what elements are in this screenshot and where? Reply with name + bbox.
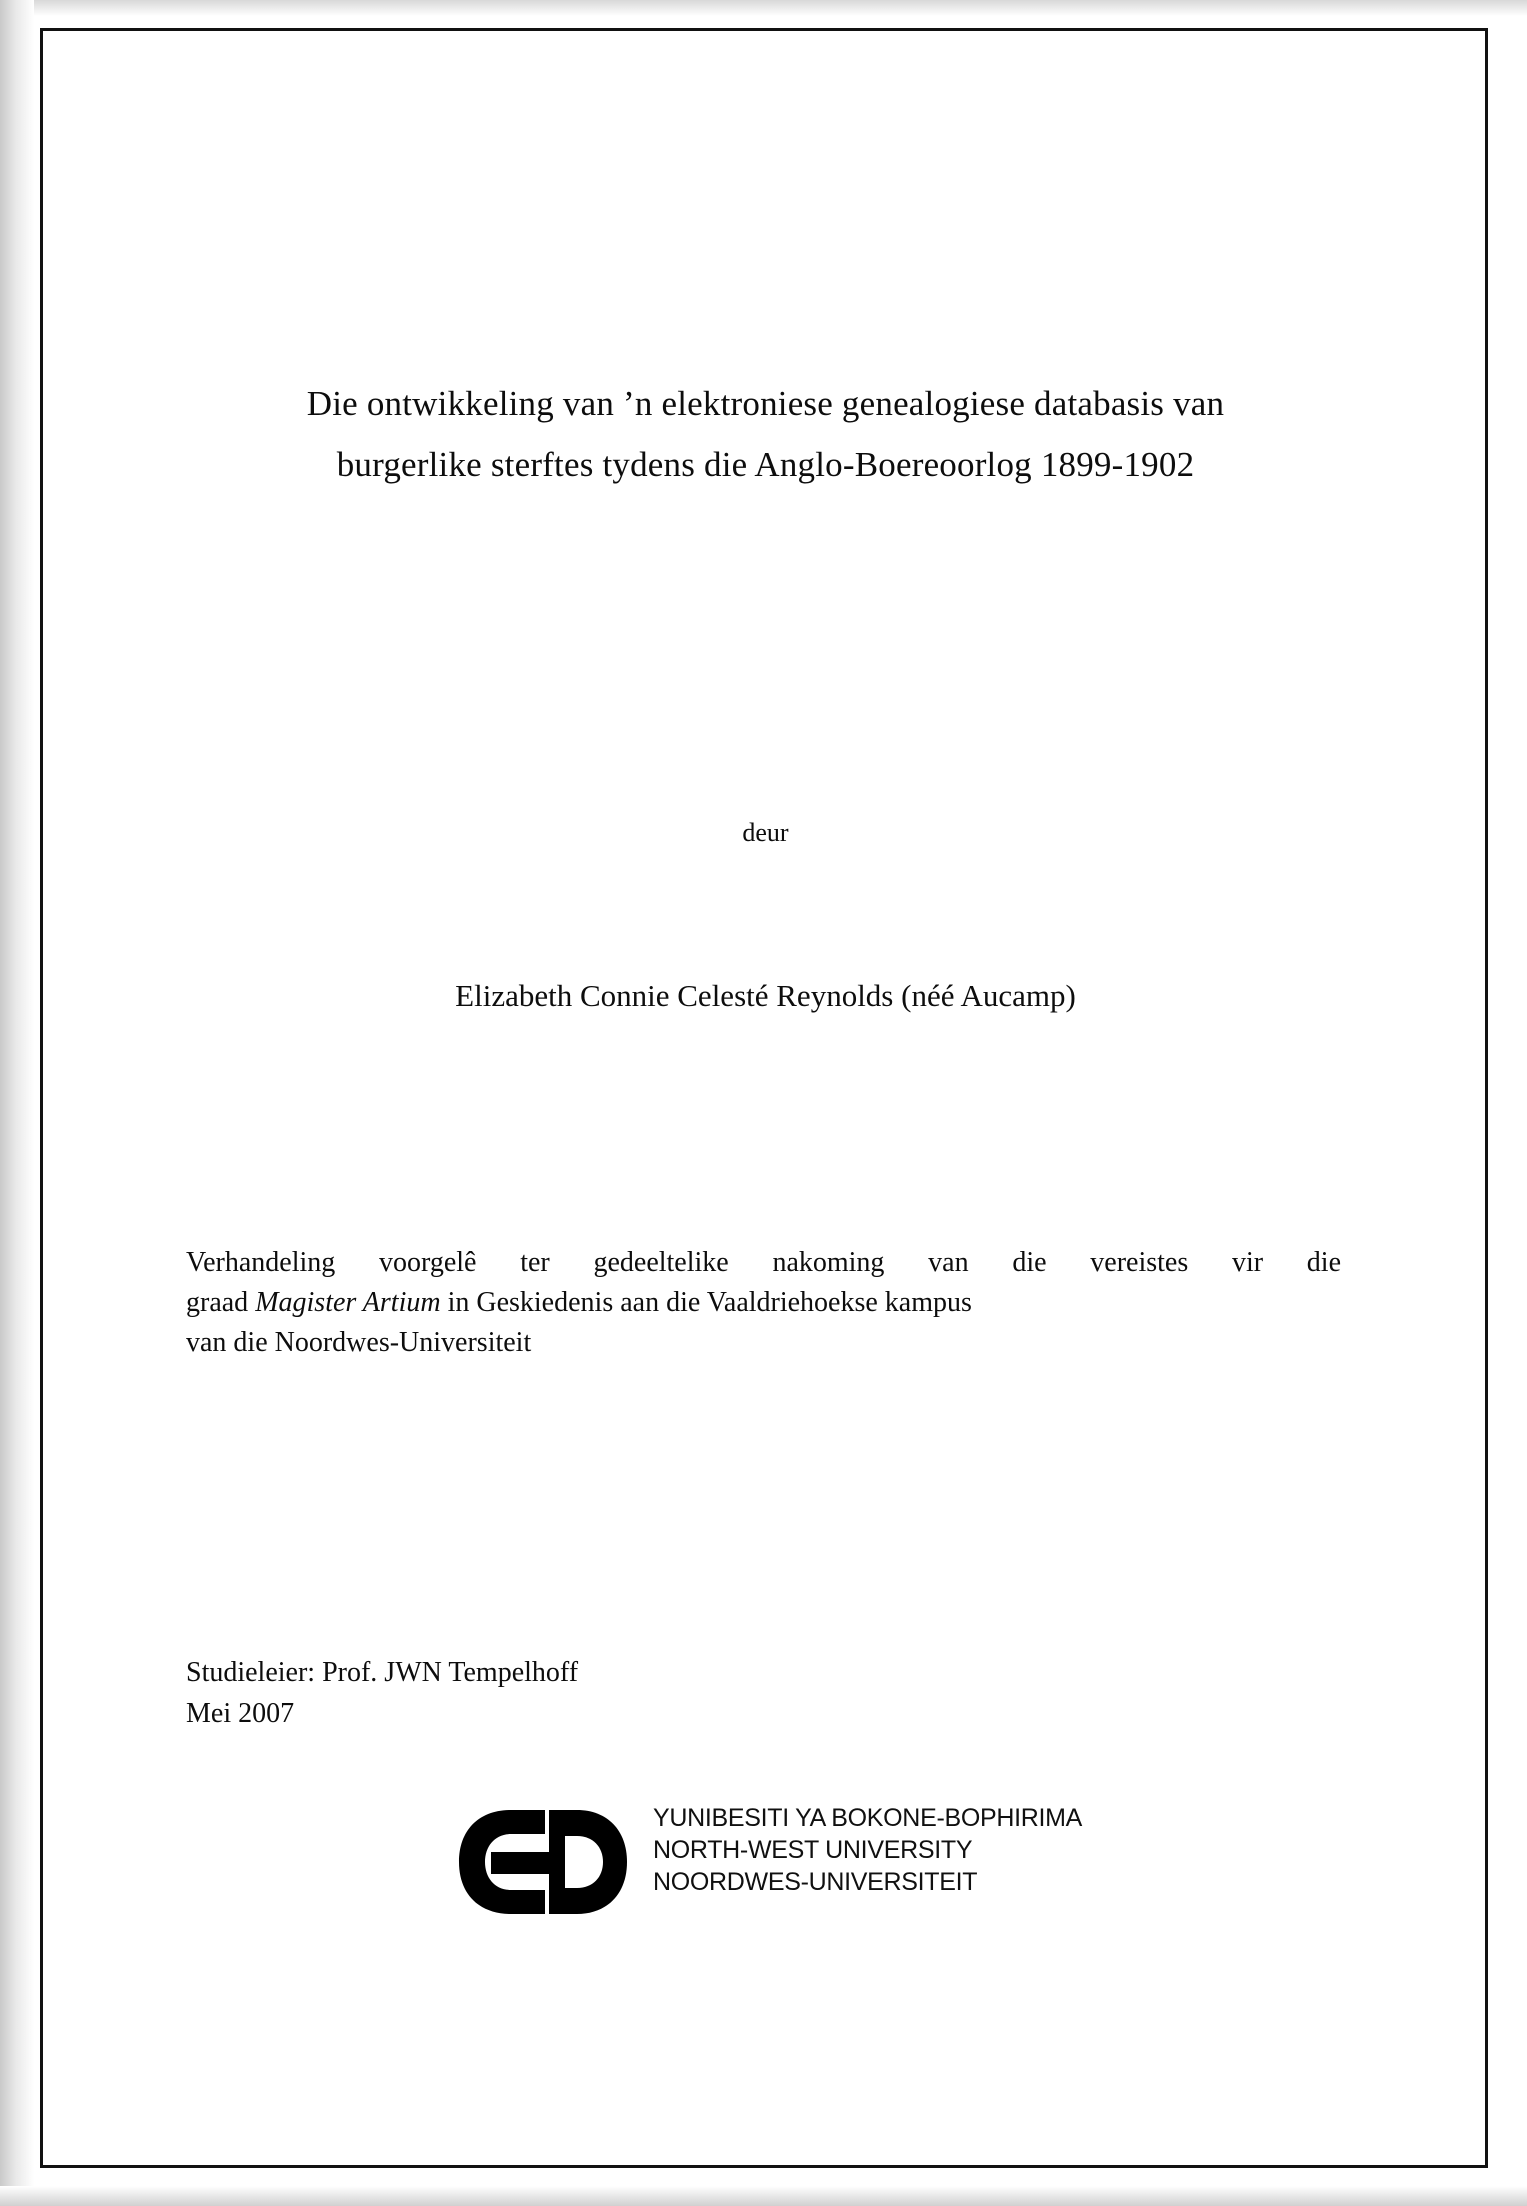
logo-text-line-2: NORTH-WEST UNIVERSITY [653,1836,973,1864]
scan-edge-top [0,0,1527,16]
title-line-1: Die ontwikkeling van ’n elektroniese genealogiese databasis van [306,384,1225,423]
supervisor-and-date [186,1653,1086,1734]
degree-statement-line-1: Verhandeling voorgelê ter gedeeltelike nakoming van die vereistes vir die [186,1247,1341,1278]
university-logo [453,1798,1093,1928]
scan-edge-bottom [0,2186,1527,2206]
degree-statement-line-2 [186,1283,1341,1323]
date-line: Mei 2007 [186,1697,295,1729]
byline-label: deur [742,818,789,847]
title-line-2: burgerlike sterftes tydens die Anglo-Boereoorlog 1899-1902 [336,445,1195,485]
degree-name-italic: Magister Artium [255,1286,441,1318]
scan-edge-left [0,0,34,2206]
degree-statement-line-2-prefix: graad [186,1286,256,1318]
university-logo-text [653,1802,1093,1898]
title-page-content [178,28,1353,2168]
degree-statement [186,1243,1341,1362]
author-name: Elizabeth Connie Celesté Reynolds (néé Aucamp) [455,978,1076,1013]
page-title [178,373,1353,496]
degree-statement-line-3: van die Noordwes-Universiteit [186,1326,532,1358]
supervisor-line: Studieleier: Prof. JWN Tempelhoff [186,1657,579,1688]
degree-statement-line-2-suffix: in Geskiedenis aan die Vaaldriehoekse kampus [440,1286,972,1318]
logo-text-line-1: YUNIBESITI YA BOKONE-BOPHIRIMA [653,1804,1083,1832]
logo-text-line-3: NOORDWES-UNIVERSITEIT [653,1868,978,1896]
nwu-logo-mark-icon [453,1806,643,1918]
